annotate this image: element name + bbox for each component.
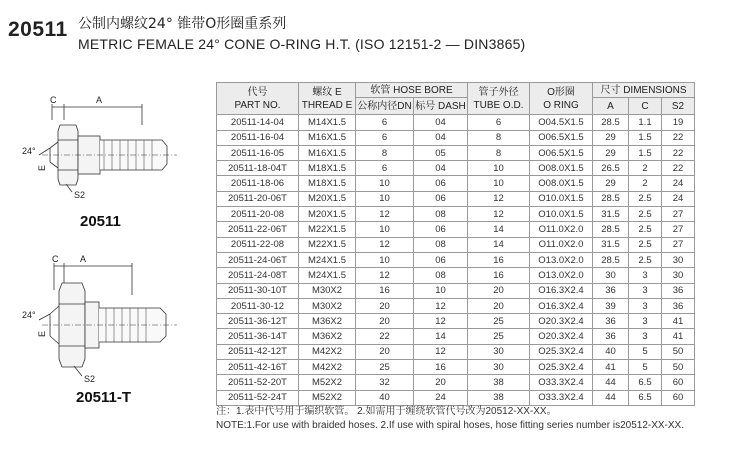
table-row: [217, 283, 695, 298]
cell-thread: M30X2: [299, 298, 356, 313]
cell-dash: 04: [414, 161, 468, 176]
cell-o-ring: O16.3X2.4: [530, 283, 593, 298]
cell-part-no: 20511-42-16T: [217, 360, 299, 375]
cell-dim-a: 36: [593, 329, 629, 344]
cell-dim-a: 26.5: [593, 161, 629, 176]
header-thread: [299, 83, 356, 115]
cell-o-ring: O06.5X1.5: [530, 145, 593, 160]
cell-thread: M22X1.5: [299, 222, 356, 237]
cell-o-ring: O08.0X1.5: [530, 176, 593, 191]
cell-thread: M20X1.5: [299, 207, 356, 222]
cell-dim-c: 2.5: [629, 252, 662, 267]
cell-thread: M24X1.5: [299, 252, 356, 267]
cell-tube-od: 38: [468, 375, 530, 390]
cell-dn: 6: [356, 115, 414, 130]
drawing-label-20511: 20511: [80, 213, 121, 230]
cell-part-no: 20511-52-24T: [217, 390, 299, 405]
drawing-20511: [22, 95, 177, 200]
cell-dn: 10: [356, 252, 414, 267]
cell-dim-a: 36: [593, 283, 629, 298]
cell-dn: 12: [356, 207, 414, 222]
table-row: [217, 344, 695, 359]
cell-tube-od: 8: [468, 130, 530, 145]
header-part-cn: 代号: [247, 86, 268, 98]
dim-s2-label-bottom: S2: [84, 374, 96, 384]
table-row: [217, 222, 695, 237]
cell-tube-od: 30: [468, 360, 530, 375]
cell-dim-s2: 41: [662, 329, 695, 344]
cell-dim-a: 31.5: [593, 237, 629, 252]
cell-tube-od: 20: [468, 283, 530, 298]
cell-dash: 05: [414, 145, 468, 160]
cell-dim-s2: 27: [662, 237, 695, 252]
cell-dn: 12: [356, 268, 414, 283]
header-thread-en: THREAD E: [301, 99, 353, 111]
cell-dash: 12: [414, 344, 468, 359]
table-row: [217, 390, 695, 405]
cell-dim-a: 41: [593, 360, 629, 375]
cell-part-no: 20511-16-04: [217, 130, 299, 145]
dim-e-label-top: E: [37, 164, 47, 171]
header-dn: 公称内径DN: [356, 98, 414, 115]
drawing-20511-t: [22, 254, 177, 384]
table-row: [217, 237, 695, 252]
cell-dim-a: 29: [593, 145, 629, 160]
header-dimensions: 尺寸 DIMENSIONS: [593, 83, 695, 98]
cell-dn: 32: [356, 375, 414, 390]
cell-tube-od: 12: [468, 191, 530, 206]
cell-dim-s2: 27: [662, 222, 695, 237]
cell-dim-s2: 19: [662, 115, 695, 130]
cell-dash: 12: [414, 298, 468, 313]
cell-dim-c: 1.1: [629, 115, 662, 130]
table-row: [217, 207, 695, 222]
cell-dim-s2: 24: [662, 191, 695, 206]
cell-dim-s2: 22: [662, 161, 695, 176]
cell-dim-a: 28.5: [593, 191, 629, 206]
cell-tube-od: 10: [468, 176, 530, 191]
cell-part-no: 20511-18-04T: [217, 161, 299, 176]
cell-o-ring: O10.0X1.5: [530, 207, 593, 222]
cell-dim-c: 6.5: [629, 390, 662, 405]
cell-dim-c: 2: [629, 176, 662, 191]
cell-part-no: 20511-36-12T: [217, 314, 299, 329]
header-hose-bore: 软管 HOSE BORE: [356, 83, 468, 98]
table-row: [217, 314, 695, 329]
cell-dim-s2: 24: [662, 176, 695, 191]
cell-dim-a: 44: [593, 390, 629, 405]
cell-tube-od: 14: [468, 222, 530, 237]
table-row: [217, 298, 695, 313]
cell-dim-a: 39: [593, 298, 629, 313]
cell-dn: 10: [356, 191, 414, 206]
table-row: [217, 360, 695, 375]
angle-label-bottom: 24°: [22, 310, 36, 320]
cell-dim-s2: 30: [662, 268, 695, 283]
cell-part-no: 20511-24-08T: [217, 268, 299, 283]
header-s2: S2: [662, 98, 695, 115]
cell-dash: 06: [414, 222, 468, 237]
cell-dash: 12: [414, 314, 468, 329]
cell-tube-od: 14: [468, 237, 530, 252]
cell-thread: M52X2: [299, 390, 356, 405]
angle-label-top: 24°: [22, 146, 36, 156]
cell-thread: M36X2: [299, 314, 356, 329]
table-row: [217, 252, 695, 267]
cell-dim-s2: 50: [662, 344, 695, 359]
cell-thread: M16X1.5: [299, 130, 356, 145]
cell-o-ring: O11.0X2.0: [530, 222, 593, 237]
cell-dim-c: 5: [629, 344, 662, 359]
cell-tube-od: 30: [468, 344, 530, 359]
cell-dim-c: 3: [629, 298, 662, 313]
cell-dash: 20: [414, 375, 468, 390]
cell-part-no: 20511-22-06T: [217, 222, 299, 237]
cell-dn: 20: [356, 344, 414, 359]
cell-dim-a: 40: [593, 344, 629, 359]
cell-o-ring: O25.3X2.4: [530, 344, 593, 359]
cell-o-ring: O11.0X2.0: [530, 237, 593, 252]
cell-part-no: 20511-36-14T: [217, 329, 299, 344]
cell-dim-c: 2.5: [629, 191, 662, 206]
cell-dim-c: 2.5: [629, 222, 662, 237]
cell-part-no: 20511-14-04: [217, 115, 299, 130]
table-row: [217, 145, 695, 160]
cell-dim-a: 31.5: [593, 207, 629, 222]
cell-dim-c: 1.5: [629, 145, 662, 160]
cell-thread: M14X1.5: [299, 115, 356, 130]
cell-dn: 20: [356, 314, 414, 329]
cell-dim-c: 3: [629, 329, 662, 344]
cell-thread: M16X1.5: [299, 145, 356, 160]
cell-o-ring: O13.0X2.0: [530, 268, 593, 283]
notes: [216, 405, 684, 433]
cell-dn: 40: [356, 390, 414, 405]
cell-dim-a: 28.5: [593, 115, 629, 130]
cell-tube-od: 20: [468, 298, 530, 313]
table-row: [217, 176, 695, 191]
cell-dim-s2: 60: [662, 375, 695, 390]
cell-dim-c: 2.5: [629, 237, 662, 252]
cell-o-ring: O25.3X2.4: [530, 360, 593, 375]
dim-a-label-t: A: [80, 254, 87, 264]
cell-dn: 6: [356, 161, 414, 176]
cell-dim-a: 28.5: [593, 222, 629, 237]
cell-dn: 8: [356, 145, 414, 160]
cell-dim-c: 3: [629, 268, 662, 283]
cell-dim-a: 36: [593, 314, 629, 329]
cell-o-ring: O06.5X1.5: [530, 130, 593, 145]
header-c: C: [629, 98, 662, 115]
cell-dash: 14: [414, 329, 468, 344]
note-chinese: 注：1.表中代号用于编织软管。 2.如需用于缠绕软管代号改为20512-XX-XX。: [216, 406, 557, 417]
header-part-en: PART NO.: [234, 99, 281, 111]
cell-dim-c: 2.5: [629, 207, 662, 222]
cell-part-no: 20511-42-12T: [217, 344, 299, 359]
cell-part-no: 20511-30-12: [217, 298, 299, 313]
cell-part-no: 20511-22-08: [217, 237, 299, 252]
cell-dim-a: 28.5: [593, 252, 629, 267]
cell-dash: 24: [414, 390, 468, 405]
cell-o-ring: O10.0X1.5: [530, 191, 593, 206]
series-code: 20511: [8, 18, 68, 41]
table-row: [217, 161, 695, 176]
cell-part-no: 20511-20-06T: [217, 191, 299, 206]
cell-part-no: 20511-18-06: [217, 176, 299, 191]
cell-dn: 20: [356, 298, 414, 313]
cell-o-ring: O20.3X2.4: [530, 314, 593, 329]
cell-dash: 10: [414, 283, 468, 298]
title-english: METRIC FEMALE 24° CONE O-RING H.T. (ISO 12151-2 — DIN3865): [78, 36, 526, 52]
table-row: [217, 191, 695, 206]
cell-dim-s2: 36: [662, 283, 695, 298]
header-a: A: [593, 98, 629, 115]
cell-dash: 06: [414, 176, 468, 191]
cell-tube-od: 8: [468, 145, 530, 160]
header-oring-cn: O形圈: [547, 86, 575, 98]
cell-dim-s2: 60: [662, 390, 695, 405]
cell-dim-s2: 27: [662, 207, 695, 222]
cell-dn: 10: [356, 176, 414, 191]
dim-s2-label-top: S2: [74, 190, 86, 200]
cell-o-ring: O33.3X2.4: [530, 375, 593, 390]
dim-c-label-t: C: [52, 254, 59, 264]
cell-dim-a: 30: [593, 268, 629, 283]
cell-thread: M30X2: [299, 283, 356, 298]
cell-thread: M24X1.5: [299, 268, 356, 283]
cell-thread: M18X1.5: [299, 176, 356, 191]
cell-dash: 08: [414, 268, 468, 283]
header-part-no: [217, 83, 299, 115]
table-row: [217, 130, 695, 145]
cell-dash: 06: [414, 252, 468, 267]
cell-dim-a: 29: [593, 176, 629, 191]
cell-o-ring: O08.0X1.5: [530, 161, 593, 176]
cell-tube-od: 25: [468, 329, 530, 344]
cell-dn: 12: [356, 237, 414, 252]
cell-dim-s2: 41: [662, 314, 695, 329]
header-tube-cn: 管子外径: [478, 86, 519, 98]
table-row: [217, 268, 695, 283]
cell-dim-s2: 50: [662, 360, 695, 375]
cell-dim-s2: 36: [662, 298, 695, 313]
fitting-drawings: [12, 80, 212, 420]
cell-o-ring: O20.3X2.4: [530, 329, 593, 344]
cell-dash: 08: [414, 237, 468, 252]
cell-o-ring: O33.3X2.4: [530, 390, 593, 405]
cell-dim-s2: 30: [662, 252, 695, 267]
cell-part-no: 20511-16-05: [217, 145, 299, 160]
cell-o-ring: O13.0X2.0: [530, 252, 593, 267]
cell-dim-c: 1.5: [629, 130, 662, 145]
header-oring-en: O RING: [543, 99, 579, 111]
cell-thread: M20X1.5: [299, 191, 356, 206]
cell-dash: 04: [414, 115, 468, 130]
cell-dash: 16: [414, 360, 468, 375]
cell-dim-a: 29: [593, 130, 629, 145]
cell-dn: 6: [356, 130, 414, 145]
spec-table: [216, 82, 695, 406]
dim-a-label: A: [96, 95, 103, 105]
drawing-label-20511-t: 20511-T: [76, 389, 132, 406]
cell-tube-od: 16: [468, 252, 530, 267]
cell-tube-od: 12: [468, 207, 530, 222]
cell-dim-c: 6.5: [629, 375, 662, 390]
header-tube-od: [468, 83, 530, 115]
cell-dim-c: 5: [629, 360, 662, 375]
cell-tube-od: 38: [468, 390, 530, 405]
cell-dim-c: 2: [629, 161, 662, 176]
cell-part-no: 20511-30-10T: [217, 283, 299, 298]
cell-dn: 22: [356, 329, 414, 344]
cell-dim-c: 3: [629, 314, 662, 329]
cell-part-no: 20511-24-06T: [217, 252, 299, 267]
cell-tube-od: 25: [468, 314, 530, 329]
cell-dn: 25: [356, 360, 414, 375]
cell-thread: M36X2: [299, 329, 356, 344]
note-english: NOTE:1.For use with braided hoses. 2.If use with spiral hoses, hose fitting series number is20512-XX-XX.: [216, 420, 684, 431]
header-dash: 标号 DASH: [414, 98, 468, 115]
cell-tube-od: 6: [468, 115, 530, 130]
cell-thread: M52X2: [299, 375, 356, 390]
dim-e-label-bottom: E: [37, 330, 47, 337]
cell-thread: M18X1.5: [299, 161, 356, 176]
table-row: [217, 115, 695, 130]
cell-o-ring: O16.3X2.4: [530, 298, 593, 313]
cell-tube-od: 16: [468, 268, 530, 283]
cell-dim-s2: 22: [662, 130, 695, 145]
cell-thread: M42X2: [299, 344, 356, 359]
spec-table-body: [217, 115, 695, 406]
cell-dash: 04: [414, 130, 468, 145]
cell-dim-s2: 22: [662, 145, 695, 160]
cell-dim-c: 3: [629, 283, 662, 298]
cell-part-no: 20511-52-20T: [217, 375, 299, 390]
table-row: [217, 329, 695, 344]
dim-c-label: C: [50, 95, 57, 105]
cell-dim-a: 44: [593, 375, 629, 390]
cell-tube-od: 10: [468, 161, 530, 176]
cell-thread: M42X2: [299, 360, 356, 375]
header-tube-en: TUBE O.D.: [473, 99, 524, 111]
table-row: [217, 375, 695, 390]
cell-dash: 08: [414, 207, 468, 222]
cell-dn: 16: [356, 283, 414, 298]
header-thread-cn: 螺纹 E: [312, 86, 342, 98]
title-chinese: 公制内螺纹24° 锥带O形圈重系列: [78, 16, 287, 32]
cell-dash: 06: [414, 191, 468, 206]
cell-o-ring: O04.5X1.5: [530, 115, 593, 130]
cell-dn: 10: [356, 222, 414, 237]
header-o-ring: [530, 83, 593, 115]
cell-part-no: 20511-20-08: [217, 207, 299, 222]
cell-thread: M22X1.5: [299, 237, 356, 252]
